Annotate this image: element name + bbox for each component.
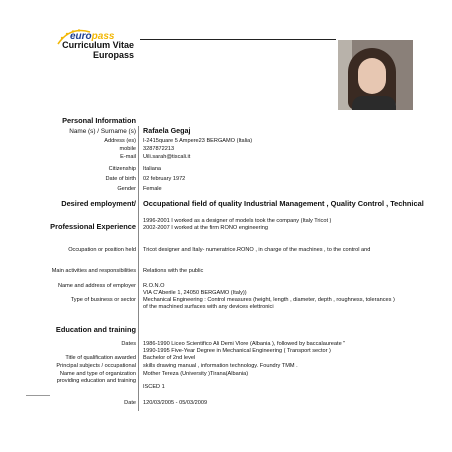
desired-employment-label: Desired employment/ <box>61 199 136 208</box>
activities-label: Main activities and responsibilities <box>51 268 136 274</box>
gender-label: Gender <box>117 186 136 192</box>
activities-value: Relations with the public <box>143 268 204 274</box>
name-value: Rafaela Gegaj <box>143 126 191 135</box>
occupation-label: Occupation or position held <box>68 247 136 253</box>
logo-accent-text: pass <box>91 31 115 42</box>
mobile-value: 3287872213 <box>143 146 175 152</box>
gender-value: Female <box>143 186 162 192</box>
subjects-value: skills drawing manual , information technology. Foundry TMM . <box>143 363 298 369</box>
business-line-2: of the machined surfaces with any devices elettronici <box>143 304 274 310</box>
employer-line-1: R.O.N.O <box>143 283 165 289</box>
organization-label-2: providing education and training <box>56 378 136 384</box>
subjects-label: Principal subjects / occupational <box>56 363 136 369</box>
small-divider <box>26 395 50 396</box>
date-value: 120/03/2005 - 05/03/2009 <box>143 400 208 406</box>
isced-value: ISCED 1 <box>143 384 165 390</box>
address-label: Address (es) <box>104 138 136 144</box>
employer-line-2: VIA C'Aberile 1, 24050 BERGAMO (Italy)) <box>143 290 247 296</box>
dates-line-1: 1986-1990 Liceo Scientifico Ali Demi Vlore (Albania ), followed by baccalaureate " <box>143 341 346 347</box>
qualification-value: Bachelor of 2nd level <box>143 355 196 361</box>
logo-main-text: euro <box>70 31 92 42</box>
dob-label: Date of birth <box>105 176 136 182</box>
employer-label: Name and address of employer <box>57 283 136 289</box>
name-label: Name (s) / Surname (s) <box>69 128 136 135</box>
organization-value: Mother Tereza (University )Tirana(Albania) <box>143 371 249 377</box>
header-divider <box>140 39 336 40</box>
citizenship-label: Citizenship <box>108 166 136 172</box>
dob-value: 02 february 1972 <box>143 176 186 182</box>
business-label: Type of business or sector <box>70 297 136 303</box>
cv-title <box>60 40 134 60</box>
column-divider <box>138 126 139 411</box>
address-value: I-2415quare 5 Ampere23 BERGAMO (Italia) <box>143 138 253 144</box>
citizenship-value: Italiana <box>143 166 162 172</box>
section-education-training: Education and training <box>55 325 136 334</box>
desired-employment-value: Occupational field of quality Industrial Management , Quality Control , Technical <box>143 199 424 208</box>
mobile-label: mobile <box>119 146 136 152</box>
dates-line-2: 1990-1995 Five-Year Degree in Mechanical Engineering ( Transport sector ) <box>143 348 331 354</box>
business-line-1: Mechanical Engineering : Control measures (height, length , diameter, depth , roughness, tolerances ) <box>143 297 395 303</box>
profile-photo <box>338 40 413 110</box>
email-value[interactable]: Uili.sarah@tiscali.it <box>143 154 191 160</box>
experience-line-1: 1996-2001 I worked as a designer of models took the company (Italy Tricot ) <box>143 218 332 224</box>
dates-label: Dates <box>121 341 136 347</box>
cv-title-line2: Europass <box>92 50 134 60</box>
email-label: E-mail <box>120 154 136 160</box>
section-professional-experience: Professional Experience <box>50 222 136 231</box>
occupation-value: Tricot designer and Italy- numeratrice.RONO , in charge of the machines , to the control and <box>143 247 371 253</box>
section-personal-information: Personal Information <box>62 116 136 125</box>
organization-label-1: Name and type of organization <box>59 371 136 377</box>
qualification-label: Title of qualification awarded <box>65 355 136 361</box>
experience-line-2: 2002-2007 I worked at the firm RONO engineering <box>143 225 268 231</box>
cv-title-line1: Curriculum Vitae <box>62 40 134 50</box>
date-label: Date <box>124 400 136 406</box>
